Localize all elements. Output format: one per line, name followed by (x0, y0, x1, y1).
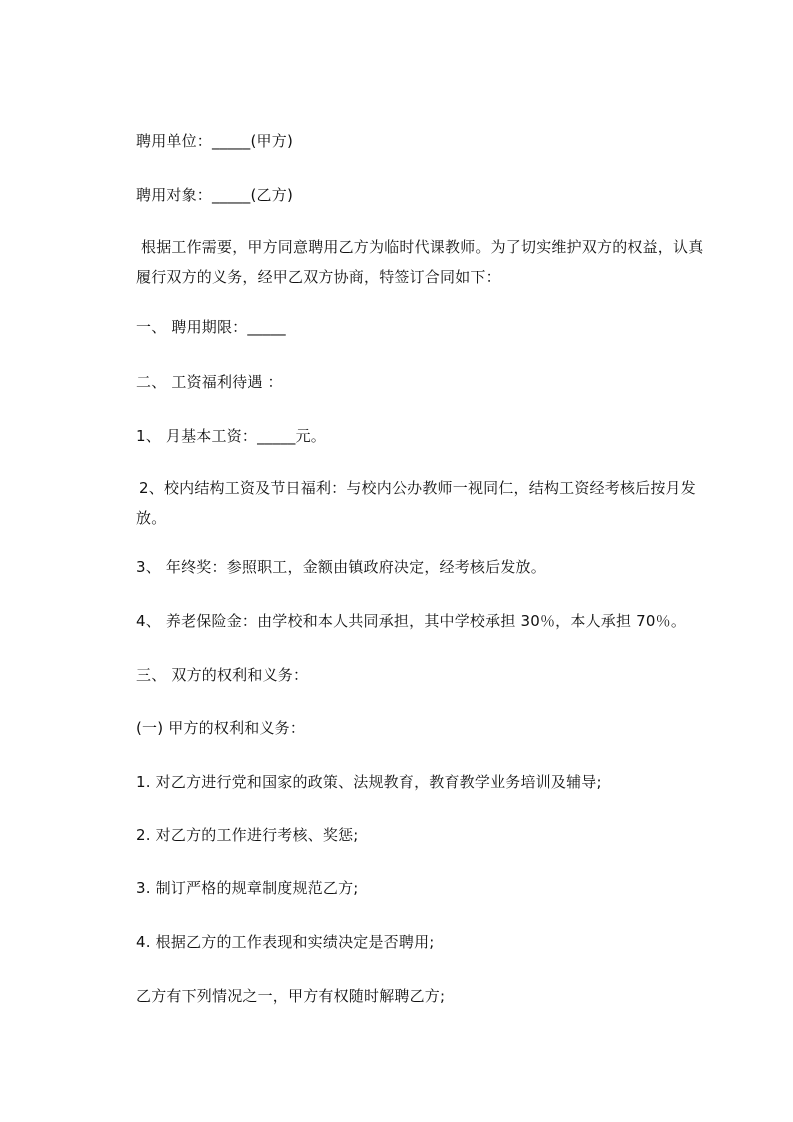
item-year-end-bonus: 3、 年终奖：参照职工，金额由镇政府决定，经考核后发放。 (136, 558, 546, 576)
party-a-item-3: 3. 制订严格的规章制度规范乙方; (136, 879, 359, 897)
item-structural-salary: 2、校内结构工资及节日福利：与校内公办教师一视同仁，结构工资经考核后按月发放。 (136, 479, 696, 527)
party-a-item-4: 4. 根据乙方的工作表现和实绩决定是否聘用; (136, 933, 435, 951)
item-pension: 4、 养老保险金：由学校和本人共同承担，其中学校承担 30％，本人承担 70％。 (136, 612, 687, 630)
subsection-party-a: (一) 甲方的权利和义务： (136, 719, 306, 737)
item-basic-salary: 1、 月基本工资：_____元。 (136, 427, 327, 445)
section-1-term: 一、 聘用期限：_____ (136, 318, 286, 336)
employer-line: 聘用单位：_____(甲方) (136, 132, 294, 150)
section-3-rights-duties: 三、 双方的权利和义务： (136, 666, 309, 684)
party-a-item-1: 1. 对乙方进行党和国家的政策、法规教育，教育教学业务培训及辅导; (136, 773, 602, 791)
employee-line: 聘用对象：_____(乙方) (136, 186, 294, 204)
party-a-item-2: 2. 对乙方的工作进行考核、奖惩; (136, 826, 359, 844)
section-2-salary-benefits: 二、 工资福利待遇 ： (136, 373, 283, 391)
dismissal-clause: 乙方有下列情况之一，甲方有权随时解聘乙方; (136, 987, 446, 1005)
preamble-paragraph: 根据工作需要，甲方同意聘用乙方为临时代课教师。为了切实维护双方的权益，认真履行双方的义务，经甲乙双方协商，特签订合同如下： (136, 238, 704, 286)
